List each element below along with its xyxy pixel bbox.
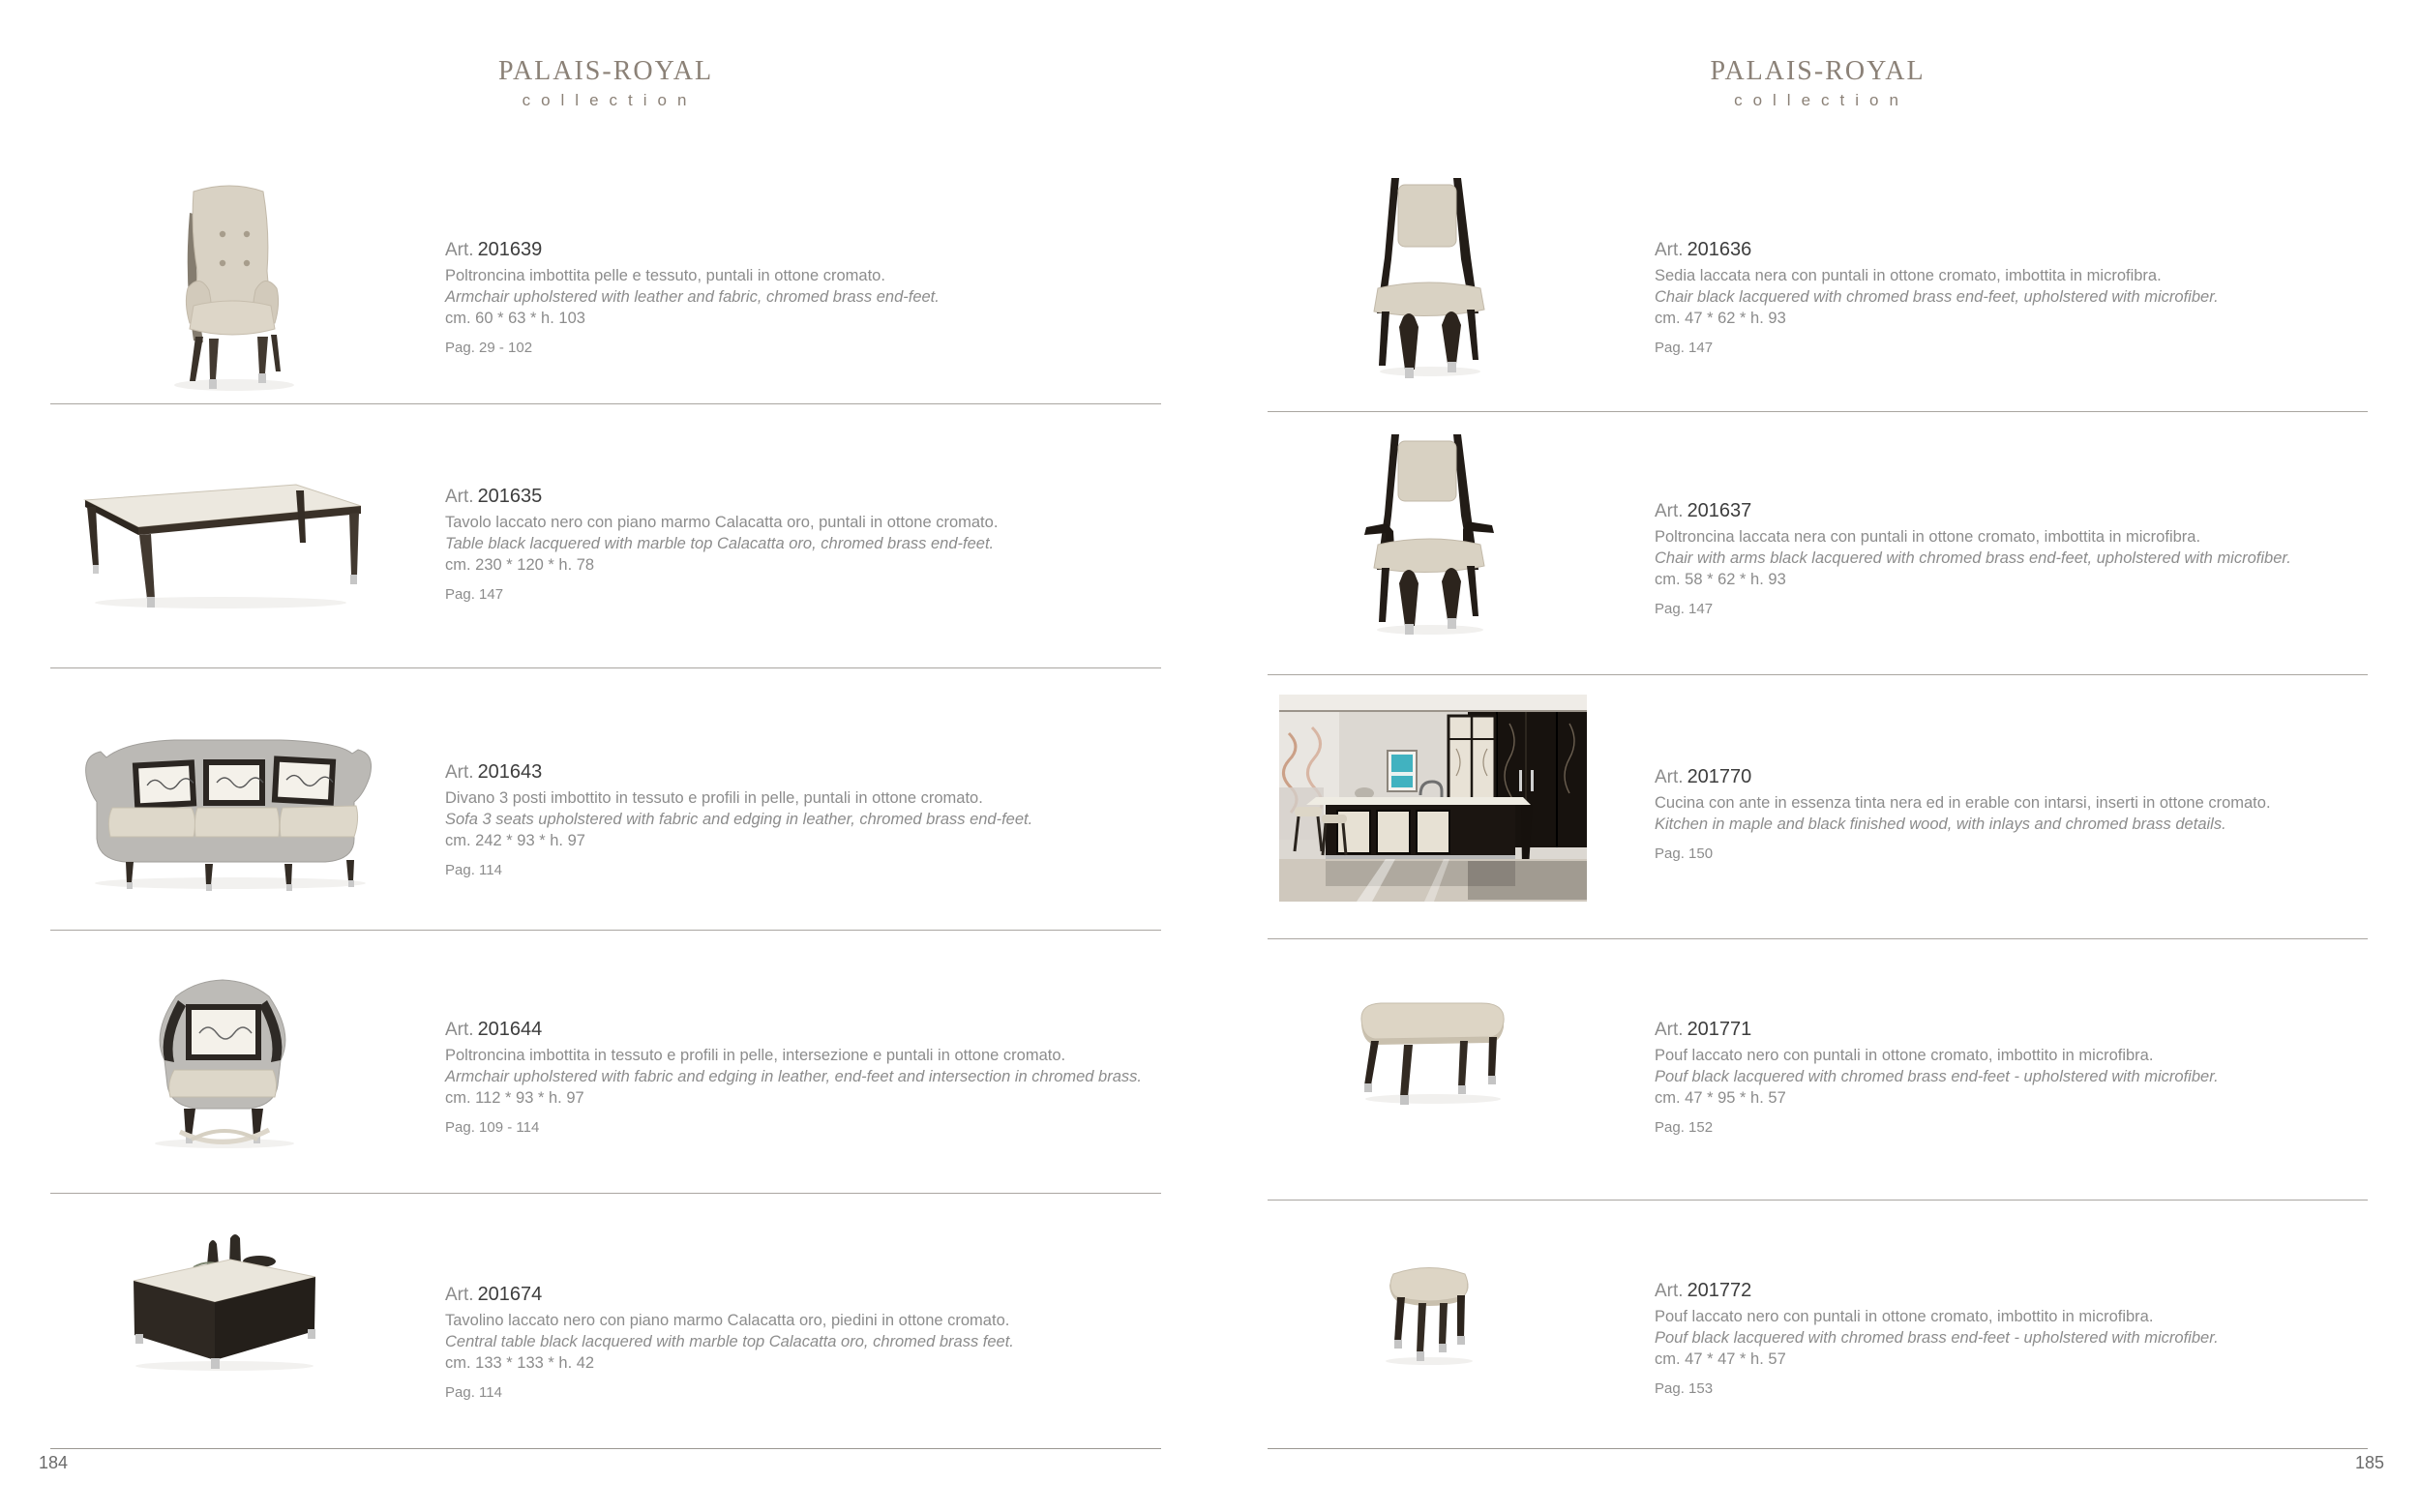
description-english: Armchair upholstered with leather and fabric, chromed brass end-feet. — [445, 288, 940, 306]
art-label: Art. — [445, 240, 474, 260]
brand-header — [50, 56, 1161, 110]
art-label: Art. — [445, 1285, 474, 1305]
product-info — [445, 239, 1190, 356]
art-label: Art. — [1655, 1281, 1684, 1301]
art-label: Art. — [1655, 240, 1684, 260]
brand-title: PALAIS-ROYAL — [497, 56, 714, 86]
upholstered-armchair-image — [145, 174, 319, 397]
product-info — [1655, 239, 2400, 356]
art-line — [1655, 500, 2400, 522]
product-info — [445, 761, 1190, 878]
art-line — [445, 1019, 1190, 1041]
description-english: Kitchen in maple and black finished wood, with inlays and chromed brass details. — [1655, 815, 2226, 833]
art-number: 201772 — [1687, 1280, 1752, 1301]
page-reference: Pag. 147 — [1655, 340, 1714, 356]
product-info — [1655, 766, 2400, 862]
brand-title: PALAIS-ROYAL — [1710, 56, 1926, 86]
description-italian: Tavolino laccato nero con piano marmo Calacatta oro, piedini in ottone cromato. — [445, 1312, 1010, 1329]
brand-subtitle: collection — [522, 91, 698, 109]
row-divider — [1268, 411, 2368, 412]
art-number: 201643 — [477, 761, 543, 783]
art-line — [1655, 766, 2400, 788]
brand-header — [1268, 56, 2368, 110]
description-english: Chair black lacquered with chromed brass end-feet, upholstered with microfiber. — [1655, 288, 2219, 306]
product-info — [445, 1019, 1190, 1136]
row-divider — [1268, 938, 2368, 939]
art-line — [445, 239, 1190, 261]
description-italian: Pouf laccato nero con puntali in ottone cromato, imbottito in microfibra. — [1655, 1308, 2154, 1325]
description-italian: Tavolo laccato nero con piano marmo Calacatta oro, puntali in ottone cromato. — [445, 514, 999, 531]
product-info — [445, 486, 1190, 603]
row-divider — [50, 667, 1161, 668]
page-reference: Pag. 114 — [445, 862, 502, 878]
product-info — [445, 1284, 1190, 1401]
dimensions: cm. 60 * 63 * h. 103 — [445, 310, 585, 327]
description-english: Central table black lacquered with marble top Calacatta oro, chromed brass feet. — [445, 1333, 1014, 1350]
row-divider — [1268, 674, 2368, 675]
art-label: Art. — [1655, 767, 1684, 787]
art-label: Art. — [445, 1020, 474, 1040]
art-line — [1655, 1280, 2400, 1302]
dimensions: cm. 47 * 95 * h. 57 — [1655, 1089, 1786, 1107]
dimensions: cm. 133 * 133 * h. 42 — [445, 1354, 595, 1372]
description-english: Chair with arms black lacquered with chromed brass end-feet, upholstered with microfiber. — [1655, 549, 2291, 567]
black-chair-image — [1364, 172, 1495, 380]
footer-rule — [50, 1448, 1161, 1449]
description-italian: Cucina con ante in essenza tinta nera ed in erable con intarsi, inserti in ottone cromato. — [1655, 794, 2271, 812]
black-armchair-image — [1362, 430, 1498, 638]
art-number: 201637 — [1687, 500, 1752, 521]
catalog-page-right — [1268, 0, 2368, 1512]
art-label: Art. — [1655, 1020, 1684, 1040]
bench-pouf-image — [1348, 993, 1517, 1109]
catalog-page-left — [50, 0, 1161, 1512]
description-english: Pouf black lacquered with chromed brass end-feet - upholstered with microfiber. — [1655, 1329, 2219, 1347]
description-english: Armchair upholstered with fabric and edging in leather, end-feet and intersection in chromed brass. — [445, 1068, 1142, 1085]
row-divider — [1268, 1200, 2368, 1201]
page-reference: Pag. 147 — [445, 586, 504, 603]
page-number-right: 185 — [2354, 1453, 2384, 1472]
page-reference: Pag. 147 — [1655, 601, 1714, 617]
art-line — [1655, 1019, 2400, 1041]
brand-subtitle: collection — [1734, 91, 1909, 109]
description-italian: Sedia laccata nera con puntali in ottone cromato, imbottita in microfibra. — [1655, 267, 2162, 284]
description-italian: Poltroncina laccata nera con puntali in ottone cromato, imbottita in microfibra. — [1655, 528, 2201, 546]
page-number-left: 184 — [39, 1453, 69, 1472]
art-number: 201636 — [1687, 239, 1752, 260]
description-english: Sofa 3 seats upholstered with fabric and edging in leather, chromed brass end-feet. — [445, 811, 1033, 828]
art-label: Art. — [445, 487, 474, 507]
page-reference: Pag. 114 — [445, 1384, 502, 1401]
art-number: 201635 — [477, 486, 543, 507]
description-italian: Poltroncina imbottita pelle e tessuto, puntali in ottone cromato. — [445, 267, 885, 284]
art-line — [445, 761, 1190, 784]
central-table-image — [116, 1230, 329, 1376]
footer-rule — [1268, 1448, 2368, 1449]
product-info — [1655, 1019, 2400, 1136]
three-seat-sofa-image — [66, 711, 385, 895]
page-reference: Pag. 152 — [1655, 1119, 1714, 1136]
fabric-armchair-image — [135, 967, 310, 1151]
art-label: Art. — [1655, 501, 1684, 521]
art-number: 201771 — [1687, 1019, 1752, 1040]
kitchen-photo — [1279, 695, 1587, 902]
row-divider — [50, 1193, 1161, 1194]
art-line — [445, 486, 1190, 508]
small-pouf-image — [1376, 1253, 1482, 1369]
row-divider — [50, 403, 1161, 404]
art-number: 201644 — [477, 1019, 543, 1040]
description-italian: Poltroncina imbottita in tessuto e profili in pelle, intersezione e puntali in ottone cromato. — [445, 1047, 1066, 1064]
dimensions: cm. 47 * 62 * h. 93 — [1655, 310, 1786, 327]
product-info — [1655, 500, 2400, 617]
description-italian: Pouf laccato nero con puntali in ottone cromato, imbottito in microfibra. — [1655, 1047, 2154, 1064]
art-line — [1655, 239, 2400, 261]
page-reference: Pag. 153 — [1655, 1380, 1714, 1397]
product-info — [1655, 1280, 2400, 1397]
dining-table-image — [66, 479, 375, 614]
dimensions: cm. 47 * 47 * h. 57 — [1655, 1350, 1786, 1368]
dimensions: cm. 230 * 120 * h. 78 — [445, 556, 595, 574]
art-number: 201770 — [1687, 766, 1752, 787]
description-italian: Divano 3 posti imbottito in tessuto e profili in pelle, puntali in ottone cromato. — [445, 789, 983, 807]
art-number: 201674 — [477, 1284, 543, 1305]
dimensions: cm. 58 * 62 * h. 93 — [1655, 571, 1786, 588]
page-reference: Pag. 109 - 114 — [445, 1119, 540, 1136]
description-english: Table black lacquered with marble top Calacatta oro, chromed brass end-feet. — [445, 535, 995, 552]
row-divider — [50, 930, 1161, 931]
page-reference: Pag. 150 — [1655, 845, 1714, 862]
description-english: Pouf black lacquered with chromed brass end-feet - upholstered with microfiber. — [1655, 1068, 2219, 1085]
dimensions: cm. 242 * 93 * h. 97 — [445, 832, 585, 849]
art-number: 201639 — [477, 239, 543, 260]
page-reference: Pag. 29 - 102 — [445, 340, 533, 356]
art-line — [445, 1284, 1190, 1306]
dimensions: cm. 112 * 93 * h. 97 — [445, 1089, 584, 1107]
art-label: Art. — [445, 762, 474, 783]
